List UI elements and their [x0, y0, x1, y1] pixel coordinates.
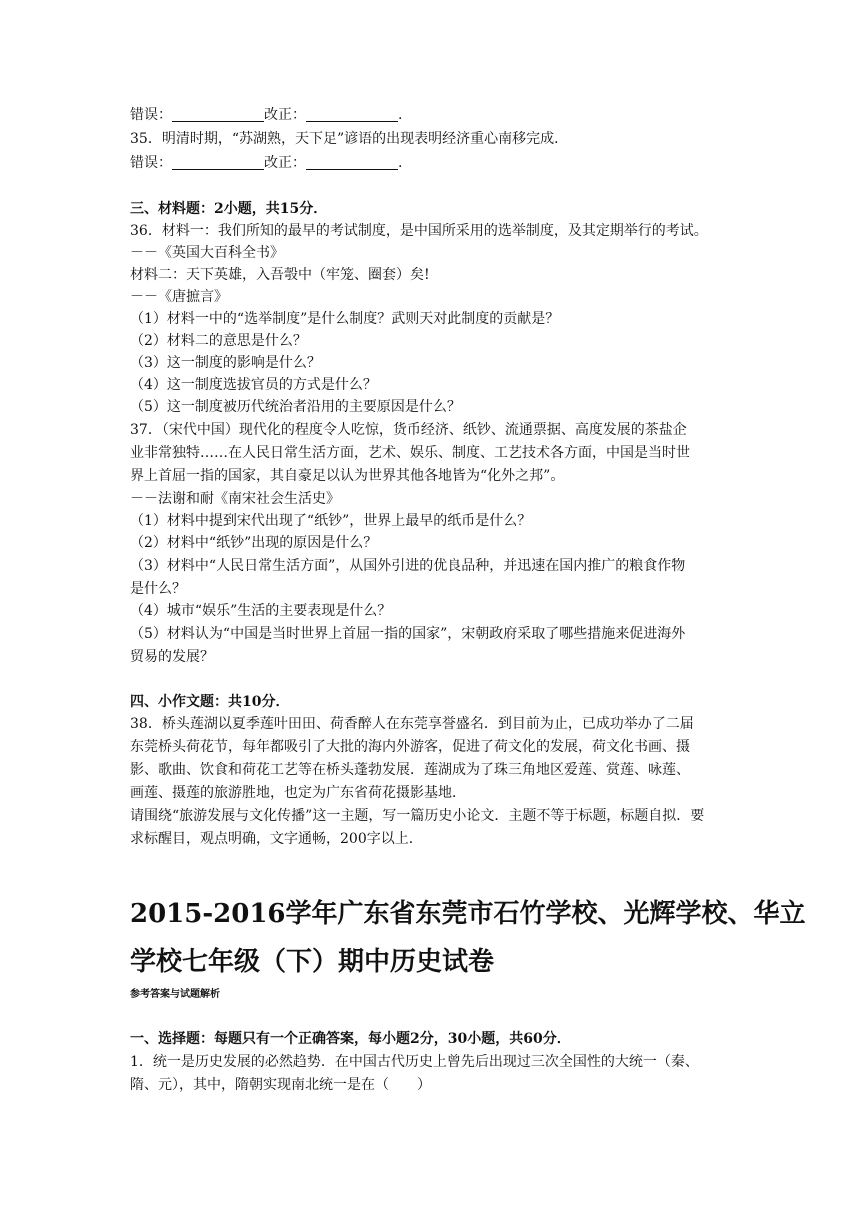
section-4-line: 请围绕“旅游发展与文化传播”这一主题，写一篇历史小论文．主题不等于标题，标题自拟．要 — [130, 808, 705, 824]
section-3-line: （3）这一制度的影响是什么？ — [130, 355, 321, 371]
section-4-heading: 四、小作文题：共10分． — [130, 694, 290, 710]
section-3-line: （5）材料认为“中国是当时世界上首屈一指的国家”，宋朝政府采取了哪些措施来促进海外 — [130, 626, 686, 642]
section-3-line: －－《唐摭言》 — [130, 289, 228, 305]
answer-title-line-2: 学校七年级（下）期中历史试卷 — [130, 947, 495, 977]
answer-subtitle: 参考答案与试题解析 — [130, 989, 220, 1000]
line-end: . — [398, 107, 403, 123]
correction-line-1 — [130, 104, 402, 126]
section-3-line: 37．（宋代中国）现代化的程度令人吃惊，货币经济、纸钞、流通票据、高度发展的茶盐企 — [130, 422, 687, 438]
section-3-line: （2）材料二的意思是什么？ — [130, 333, 307, 349]
section-1-heading: 一、选择题：每题只有一个正确答案，每小题2分，30小题，共60分． — [130, 1031, 571, 1047]
error-blank — [172, 155, 264, 170]
section-3-line: 是什么？ — [130, 581, 186, 597]
fix-blank — [306, 107, 398, 122]
section-3-line: －－法谢和耐《南宋社会生活史》 — [130, 491, 340, 507]
error-label: 错误： — [130, 155, 172, 171]
question-35: 35．明清时期，“苏湖熟，天下足”谚语的出现表明经济重心南移完成． — [130, 131, 569, 147]
section-3-line: （1）材料一中的“选举制度”是什么制度？武则天对此制度的贡献是？ — [130, 311, 560, 327]
section-3-line: （4）这一制度选拔官员的方式是什么？ — [130, 377, 377, 393]
section-4-line: 求标醒目，观点明确，文字通畅，200字以上． — [130, 831, 423, 847]
section-3-line: 业非常独特……在人民日常生活方面，艺术、娱乐、制度、工艺技术各方面，中国是当时世 — [130, 445, 690, 461]
line-end: . — [398, 155, 403, 171]
section-4-line: 画莲、摄莲的旅游胜地，也定为广东省荷花摄影基地． — [130, 785, 466, 801]
section-3-line: （3）材料中“人民日常生活方面”，从国外引进的优良品种，并迅速在国内推广的粮食作物 — [130, 558, 686, 574]
section-3-line: （4）城市“娱乐”生活的主要表现是什么？ — [130, 603, 392, 619]
error-blank — [172, 107, 264, 122]
fix-blank — [306, 155, 398, 170]
section-3-line: 材料二：天下英雄，入吾彀中（牢笼、圈套）矣! — [130, 267, 430, 283]
section-3-heading: 三、材料题：2小题，共15分． — [130, 201, 328, 217]
fix-label: 改正： — [264, 107, 306, 123]
section-3-line: －－《英国大百科全书》 — [130, 245, 284, 261]
section-3-line: 界上首屈一指的国家，其自豪足以认为世界其他各地皆为“化外之邦”。 — [130, 468, 565, 484]
section-3-line: 贸易的发展？ — [130, 649, 214, 665]
section-4-line: 东莞桥头荷花节，每年都吸引了大批的海内外游客，促进了荷文化的发展，荷文化书画、摄 — [130, 739, 690, 755]
question-1-line: 隋、元），其中，隋朝实现南北统一是在（ ） — [130, 1077, 431, 1093]
section-3-line: （2）材料中“纸钞”出现的原因是什么？ — [130, 535, 378, 551]
error-label: 错误： — [130, 107, 172, 123]
fix-label: 改正： — [264, 155, 306, 171]
correction-line-2 — [130, 152, 402, 174]
section-4-line: 38．桥头莲湖以夏季莲叶田田、荷香醉人在东莞享誉盛名．到目前为止，已成功举办了二届 — [130, 716, 694, 732]
section-4-line: 影、歌曲、饮食和荷花工艺等在桥头蓬勃发展．莲湖成为了珠三角地区爱莲、赏莲、咏莲、 — [130, 762, 690, 778]
section-3-line: （1）材料中提到宋代出现了“纸钞”，世界上最早的纸币是什么？ — [130, 513, 532, 529]
answer-title-line-1: 2015-2016学年广东省东莞市石竹学校、光辉学校、华立 — [130, 899, 806, 929]
question-1-line: 1．统一是历史发展的必然趋势．在中国古代历史上曾先后出现过三次全国性的大统一（秦、 — [130, 1054, 699, 1070]
section-3-line: （5）这一制度被历代统治者沿用的主要原因是什么？ — [130, 399, 461, 415]
section-3-line: 36．材料一：我们所知的最早的考试制度，是中国所采用的选举制度，及其定期举行的考试。 — [130, 223, 708, 239]
